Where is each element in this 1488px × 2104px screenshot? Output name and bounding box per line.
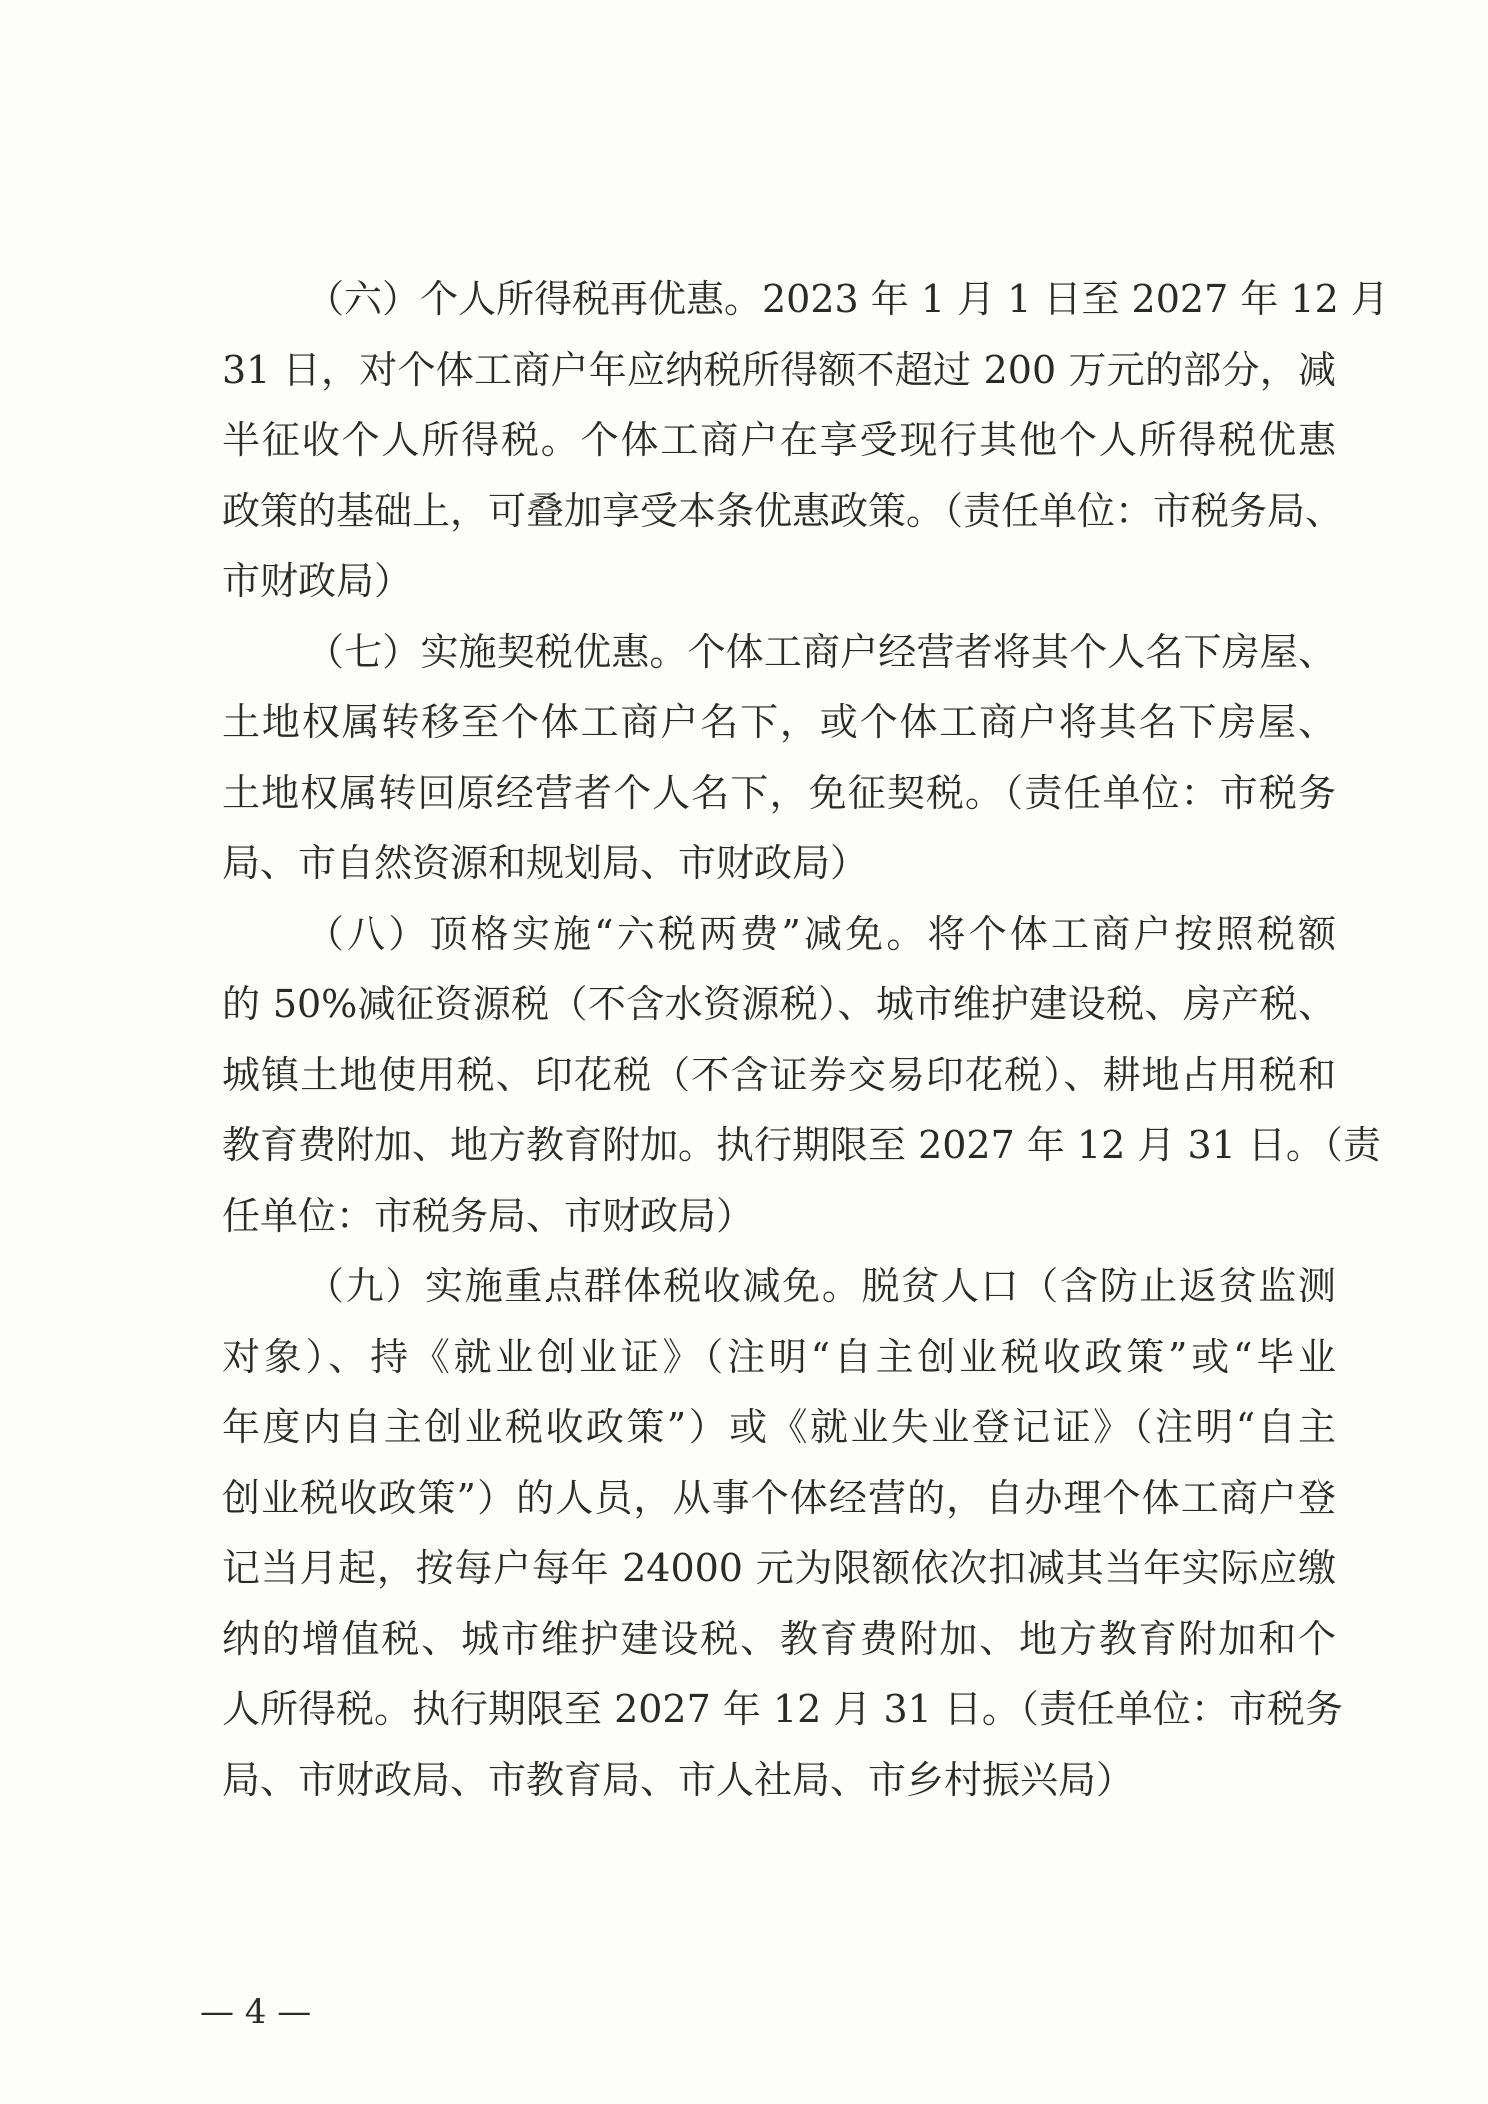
text-line: 城镇土地使用税、印花税（不含证券交易印花税）、耕地占用税和	[222, 1052, 1336, 1097]
text-line: 政策的基础上，可叠加享受本条优惠政策。（责任单位：市税务局、	[222, 488, 1344, 533]
text-line: （九）实施重点群体税收减免。脱贫人口（含防止返贫监测	[306, 1264, 1336, 1308]
paragraph-9	[222, 1251, 1343, 1815]
text-line: 半征收个人所得税。个体工商户在享受现行其他个人所得税优惠	[222, 418, 1336, 462]
page-number: — 4 —	[200, 1992, 312, 2032]
text-line: 年度内自主创业税收政策”）或《就业失业登记证》（注明“自主	[222, 1405, 1336, 1449]
text-line: 对象）、持《就业创业证》（注明“自主创业税收政策”或“毕业	[222, 1334, 1336, 1379]
text-line: 创业税收政策”）的人员，从事个体经营的，自办理个体工商户登	[222, 1475, 1336, 1520]
text-line: 的 50%减征资源税（不含水资源税）、城市维护建设税、房产税、	[222, 982, 1336, 1026]
text-line: 纳的增值税、城市维护建设税、教育费附加、地方教育附加和个	[222, 1616, 1336, 1661]
text-line: 土地权属转移至个体工商户名下，或个体工商户将其名下房屋、	[222, 700, 1336, 744]
text-line: （八）顶格实施“六税两费”减免。将个体工商户按照税额	[306, 911, 1336, 956]
paragraph-6	[222, 264, 1389, 617]
text-line: 市财政局）	[222, 559, 413, 603]
text-line: 局、市财政局、市教育局、市人社局、市乡村振兴局）	[222, 1757, 1135, 1802]
text-line: （七）实施契税优惠。个体工商户经营者将其个人名下房屋、	[306, 629, 1336, 674]
text-line: 局、市自然资源和规划局、市财政局）	[222, 841, 869, 885]
text-line: 土地权属转回原经营者个人名下，免征契税。（责任单位：市税务	[222, 770, 1336, 815]
text-line: 任单位：市税务局、市财政局）	[222, 1193, 755, 1238]
paragraph-7	[222, 617, 1336, 899]
document-body	[222, 264, 1389, 1815]
text-line: 31 日，对个体工商户年应纳税所得额不超过 200 万元的部分，减	[222, 347, 1336, 392]
text-line: 人所得税。执行期限至 2027 年 12 月 31 日。（责任单位：市税务	[222, 1687, 1343, 1731]
paragraph-8	[222, 899, 1381, 1252]
text-line: 教育费附加、地方教育附加。执行期限至 2027 年 12 月 31 日。（责	[222, 1123, 1381, 1167]
text-line: （六）个人所得税再优惠。2023 年 1 月 1 日至 2027 年 12 月	[306, 277, 1389, 321]
text-line: 记当月起，按每户每年 24000 元为限额依次扣减其当年实际应缴	[222, 1546, 1336, 1590]
